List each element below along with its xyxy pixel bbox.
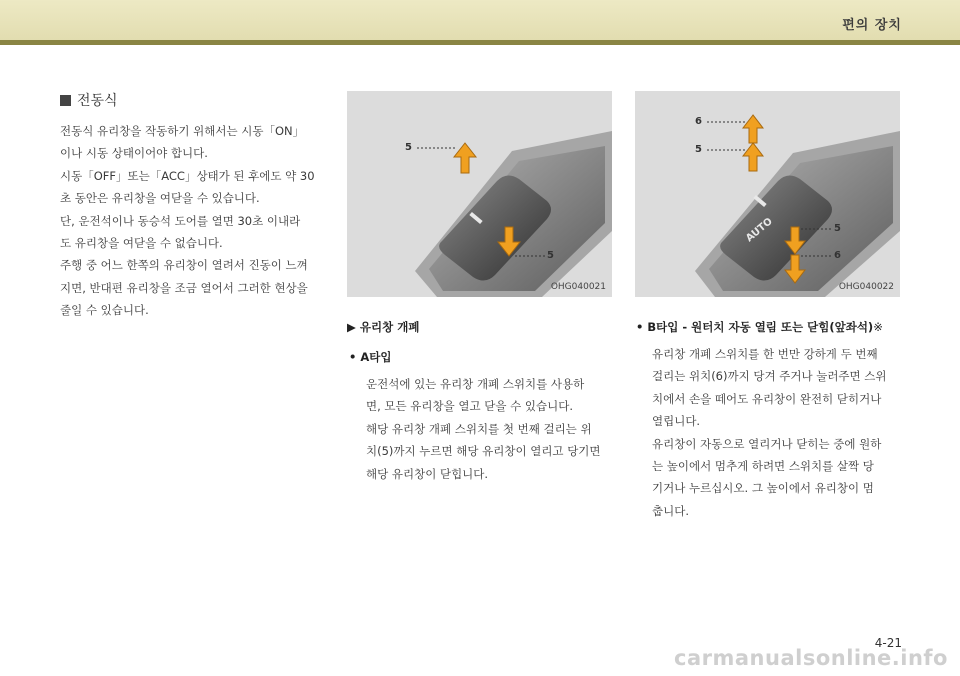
window-switch-b-illustration <box>635 91 900 297</box>
figure-code: OHG040021 <box>550 282 606 292</box>
text-line: 전동식 유리창을 작동하기 위해서는 시동「ON」 <box>60 124 305 138</box>
type-a-heading <box>349 349 392 365</box>
header-rule <box>0 40 960 45</box>
arrow-up-inner-icon <box>743 143 763 171</box>
text-line: 는 높이에서 멈추게 하려면 스위치를 살짝 당 <box>652 459 874 474</box>
text-line: 유리창이 자동으로 열리거나 닫히는 중에 원하 <box>652 436 882 451</box>
text-line: 줄일 수 있습니다. <box>60 303 149 318</box>
text-line: 걸리는 위치(6)까지 당겨 주거나 눌러주면 스위 <box>652 369 887 384</box>
page-number: 4-21 <box>874 636 902 650</box>
arrow-up-icon <box>454 143 476 173</box>
arrow-up-outer-icon <box>743 115 763 143</box>
text-line: 지면, 반대편 유리창을 조금 열어서 그러한 현상을 <box>60 280 308 295</box>
section-heading <box>60 90 118 110</box>
type-b-heading <box>636 319 883 335</box>
watermark: carmanualsonline.info <box>674 646 948 670</box>
text-line: 해당 유리창이 닫힙니다. <box>366 466 489 481</box>
text-line: 이나 시동 상태이어야 합니다. <box>60 146 208 161</box>
type-a-title: A타입 <box>360 350 392 364</box>
text-line: 해당 유리창 개폐 스위치를 첫 번째 걸리는 위 <box>366 421 592 436</box>
section-heading-text: 전동식 <box>77 93 118 109</box>
text-line: 초 동안은 유리창을 여닫을 수 있습니다. <box>60 191 260 206</box>
type-b-title: B타입 - 원터치 자동 열림 또는 닫힘(앞좌석) <box>647 320 874 334</box>
text-line: 치에서 손을 떼어도 유리창이 완전히 닫히거나 <box>652 391 882 406</box>
type-b-paragraph <box>652 343 900 522</box>
text-line: 주행 중 어느 한쪽의 유리창이 열려서 진동이 느껴 <box>60 258 308 273</box>
figure-code: OHG040022 <box>838 282 894 292</box>
text-line: 기거나 누르십시오. 그 높이에서 유리창이 멈 <box>652 481 874 496</box>
text-line: 유리창 개폐 스위치를 한 번만 강하게 두 번째 <box>652 347 878 361</box>
position-label: 6 <box>834 250 841 261</box>
header-band <box>0 0 960 40</box>
text-line: 운전석에 있는 유리창 개폐 스위치를 사용하 <box>366 377 585 391</box>
figure-window-switch-b <box>635 91 900 297</box>
page-title: 편의 장치 <box>842 18 902 33</box>
text-line: 단, 운전석이나 동승석 도어를 열면 30초 이내라 <box>60 213 301 228</box>
reference-marker: ※ <box>873 320 883 334</box>
bullet-dot-icon: • <box>349 350 357 364</box>
position-label: 5 <box>695 144 702 155</box>
window-section-heading-text: 유리창 개폐 <box>359 320 420 334</box>
position-label: 5 <box>834 223 841 234</box>
window-section-heading <box>347 319 419 335</box>
type-a-paragraph <box>366 373 614 485</box>
text-line: 춥니다. <box>652 503 689 518</box>
left-paragraph <box>60 120 325 322</box>
text-line: 치(5)까지 누르면 해당 유리창이 열리고 당기면 <box>366 444 601 459</box>
auto-switch-text: AUTO <box>744 216 775 245</box>
window-switch-a-illustration <box>347 91 612 297</box>
position-label: 5 <box>405 142 412 153</box>
text-line: 도 유리창을 여닫을 수 없습니다. <box>60 236 223 251</box>
position-label: 5 <box>547 250 554 261</box>
figure-window-switch-a <box>347 91 612 297</box>
triangle-bullet-icon: ▶ <box>347 320 356 334</box>
text-line: 열립니다. <box>652 414 701 429</box>
text-line: 시동「OFF」또는「ACC」상태가 된 후에도 약 30 <box>60 168 315 183</box>
bullet-dot-icon: • <box>636 320 644 334</box>
position-label: 6 <box>695 116 702 127</box>
text-line: 면, 모든 유리창을 열고 닫을 수 있습니다. <box>366 399 573 414</box>
square-bullet-icon <box>60 95 71 106</box>
